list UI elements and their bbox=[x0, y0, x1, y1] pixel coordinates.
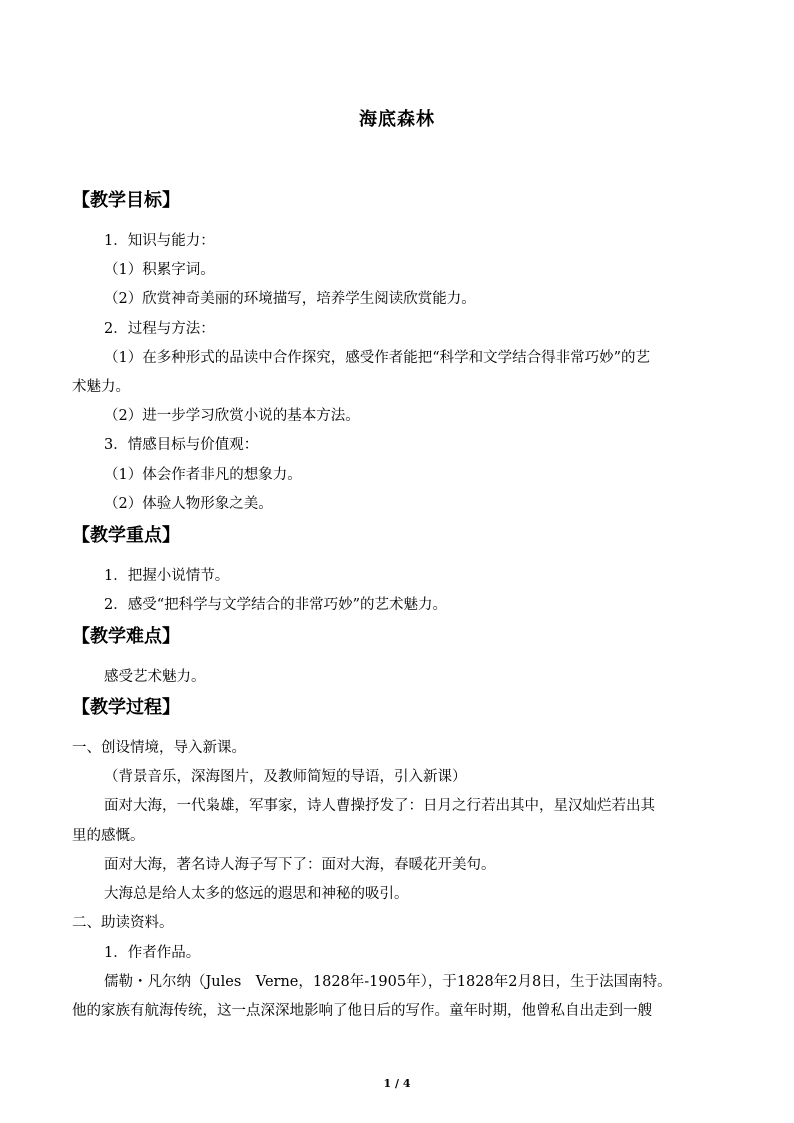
key-point-line: 2．感受“把科学与文学结合的非常巧妙”的艺术魅力。 bbox=[104, 597, 448, 613]
section-heading-difficulties: 【教学难点】 bbox=[72, 626, 180, 647]
process-line: 他的家族有航海传统，这一点深深地影响了他日后的写作。童年时期，他曾私自出走到一艘 bbox=[72, 1003, 652, 1019]
objective-line: （1）在多种形式的品读中合作探究，感受作者能把“科学和文学结合得非常巧妙”的艺 bbox=[104, 350, 651, 366]
process-line: 大海总是给人太多的悠远的遐思和神秘的吸引。 bbox=[104, 886, 409, 902]
objective-line: 术魅力。 bbox=[72, 379, 130, 395]
objective-line: 1．知识与能力： bbox=[104, 233, 215, 249]
process-line: 二、助读资料。 bbox=[72, 915, 174, 931]
objective-line: （2）体验人物形象之美。 bbox=[104, 496, 273, 512]
process-line: 儒勒・凡尔纳（Jules Verne，1828年-1905年），于1828年2月8日，生于法国南特。 bbox=[104, 974, 672, 990]
difficulty-line: 感受艺术魅力。 bbox=[104, 669, 206, 685]
objective-line: （2）进一步学习欣赏小说的基本方法。 bbox=[104, 408, 360, 424]
objective-line: 2．过程与方法： bbox=[104, 321, 215, 337]
key-point-line: 1．把握小说情节。 bbox=[104, 568, 230, 584]
process-line: 一、创设情境，导入新课。 bbox=[72, 740, 246, 756]
process-line: （背景音乐，深海图片，及教师简短的导语，引入新课） bbox=[104, 769, 467, 785]
objective-line: （1）积累字词。 bbox=[104, 262, 215, 278]
objective-line: （2）欣赏神奇美丽的环境描写，培养学生阅读欣赏能力。 bbox=[104, 291, 476, 307]
section-heading-objectives: 【教学目标】 bbox=[72, 190, 180, 211]
objective-line: （1）体会作者非凡的想象力。 bbox=[104, 467, 302, 483]
process-line: 面对大海，一代枭雄，军事家，诗人曹操抒发了：日月之行若出其中，星汉灿烂若出其 bbox=[104, 798, 655, 814]
page-title: 海底森林 bbox=[359, 109, 435, 130]
objective-line: 3．情感目标与价值观： bbox=[104, 437, 259, 453]
process-line: 面对大海，著名诗人海子写下了：面对大海，春暖花开美句。 bbox=[104, 857, 496, 873]
section-heading-process: 【教学过程】 bbox=[72, 697, 180, 718]
process-line: 里的感慨。 bbox=[72, 828, 145, 844]
section-heading-key-points: 【教学重点】 bbox=[72, 525, 180, 546]
page-number: 1 / 4 bbox=[383, 1077, 411, 1090]
process-line: 1．作者作品。 bbox=[104, 945, 201, 961]
